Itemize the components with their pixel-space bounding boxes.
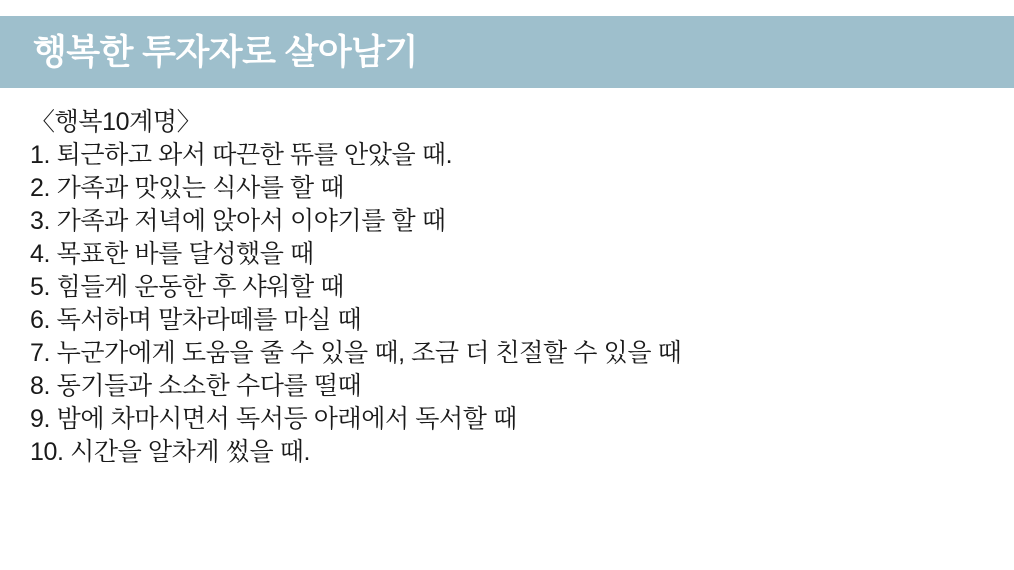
list-heading: 〈행복10계명〉 <box>30 108 202 136</box>
page-title: 행복한 투자자로 살아남기 <box>33 32 418 72</box>
list-item: 7. 누군가에게 도움을 줄 수 있을 때, 조금 더 친절할 수 있을 때 <box>30 339 682 367</box>
list-item: 2. 가족과 맛있는 식사를 할 때 <box>30 174 345 202</box>
list-item: 8. 동기들과 소소한 수다를 떨때 <box>30 372 362 400</box>
list-item: 3. 가족과 저녁에 앉아서 이야기를 할 때 <box>30 207 446 235</box>
list-item: 4. 목표한 바를 달성했을 때 <box>30 240 314 268</box>
list-item: 5. 힘들게 운동한 후 샤워할 때 <box>30 273 345 301</box>
list-item: 10. 시간을 알차게 썼을 때. <box>30 438 311 466</box>
list-item: 6. 독서하며 말차라떼를 마실 때 <box>30 306 362 334</box>
list-item: 9. 밤에 차마시면서 독서등 아래에서 독서할 때 <box>30 405 517 433</box>
slide-body-text <box>30 106 990 469</box>
slide-title-bar <box>0 16 1014 88</box>
list-item: 1. 퇴근하고 와서 따끈한 뜌를 안았을 때. <box>30 141 453 169</box>
